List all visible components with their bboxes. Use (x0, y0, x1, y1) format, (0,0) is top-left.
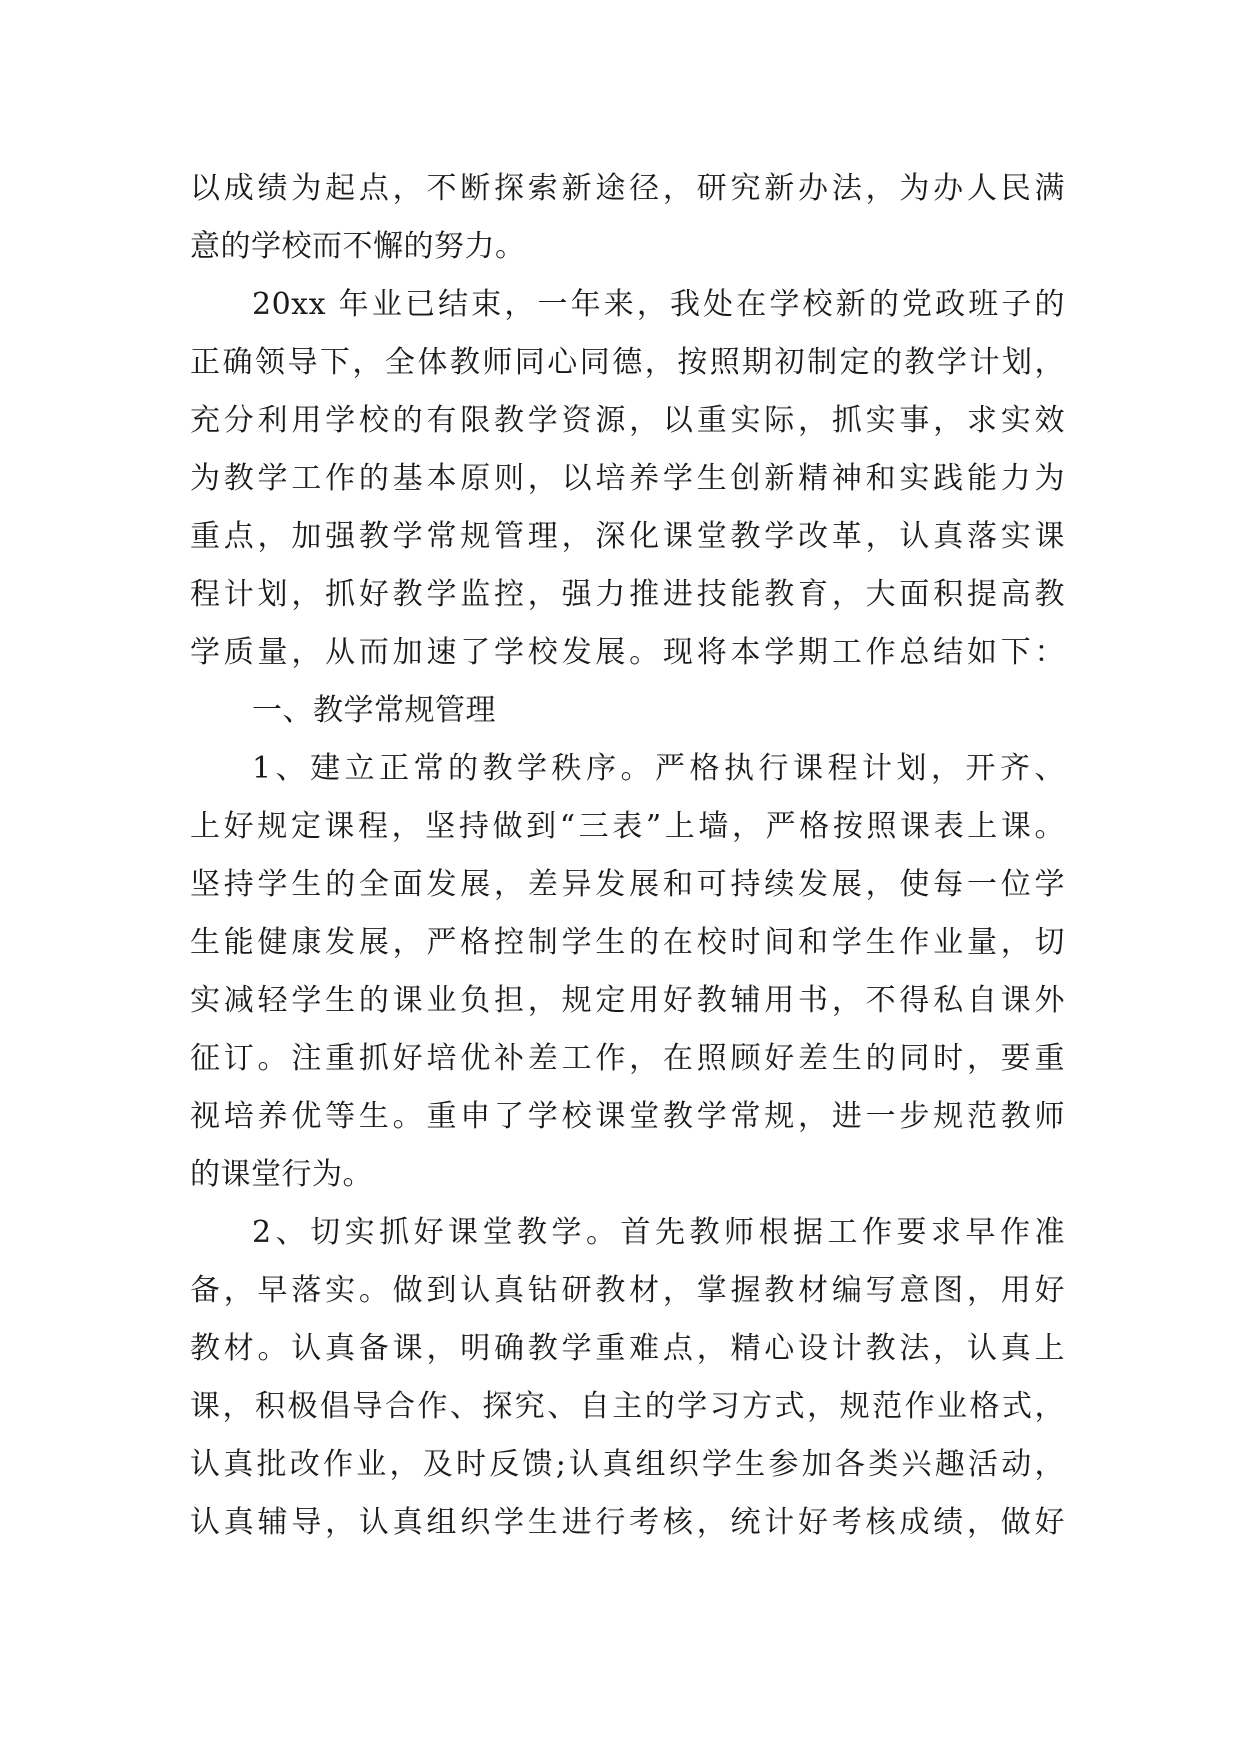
text-line: 的课堂行为。 (190, 1157, 373, 1192)
text-line: 重点，加强教学常规管理，深化课堂教学改革，认真落实课 (190, 519, 1065, 554)
text-line: 意的学校而不懈的努力。 (190, 229, 526, 264)
text-line: 认真批改作业，及时反馈;认真组织学生参加各类兴趣活动， (190, 1447, 1065, 1482)
section-heading: 一、教学常规管理 (252, 693, 496, 728)
text-line: 以成绩为起点，不断探索新途径，研究新办法，为办人民满 (190, 171, 1065, 206)
text-line: 正确领导下，全体教师同心同德，按照期初制定的教学计划， (190, 345, 1065, 380)
paragraph-start-line: 1、建立正常的教学秩序。严格执行课程计划，开齐、 (252, 751, 1065, 786)
text-line: 课，积极倡导合作、探究、自主的学习方式，规范作业格式， (190, 1389, 1065, 1424)
paragraph-start-line: 20xx 年业已结束，一年来，我处在学校新的党政班子的 (252, 287, 1065, 322)
text-line: 学质量，从而加速了学校发展。现将本学期工作总结如下： (190, 635, 1065, 670)
body-text (190, 160, 1065, 1552)
text-line: 程计划，抓好教学监控，强力推进技能教育，大面积提高教 (190, 577, 1065, 612)
text-line: 生能健康发展，严格控制学生的在校时间和学生作业量，切 (190, 925, 1065, 960)
text-line: 坚持学生的全面发展，差异发展和可持续发展，使每一位学 (190, 867, 1065, 902)
text-line: 备，早落实。做到认真钻研教材，掌握教材编写意图，用好 (190, 1273, 1065, 1308)
text-line: 教材。认真备课，明确教学重难点，精心设计教法，认真上 (190, 1331, 1065, 1366)
text-line: 实减轻学生的课业负担，规定用好教辅用书，不得私自课外 (190, 983, 1065, 1018)
text-line: 上好规定课程，坚持做到“三表”上墙，严格按照课表上课。 (190, 809, 1065, 844)
text-line: 充分利用学校的有限教学资源，以重实际，抓实事，求实效 (190, 403, 1065, 438)
paragraph-start-line: 2、切实抓好课堂教学。首先教师根据工作要求早作准 (252, 1215, 1065, 1250)
text-line: 视培养优等生。重申了学校课堂教学常规，进一步规范教师 (190, 1099, 1065, 1134)
text-line: 认真辅导，认真组织学生进行考核，统计好考核成绩，做好 (190, 1505, 1065, 1540)
text-line: 征订。注重抓好培优补差工作，在照顾好差生的同时，要重 (190, 1041, 1065, 1076)
text-line: 为教学工作的基本原则，以培养学生创新精神和实践能力为 (190, 461, 1065, 496)
